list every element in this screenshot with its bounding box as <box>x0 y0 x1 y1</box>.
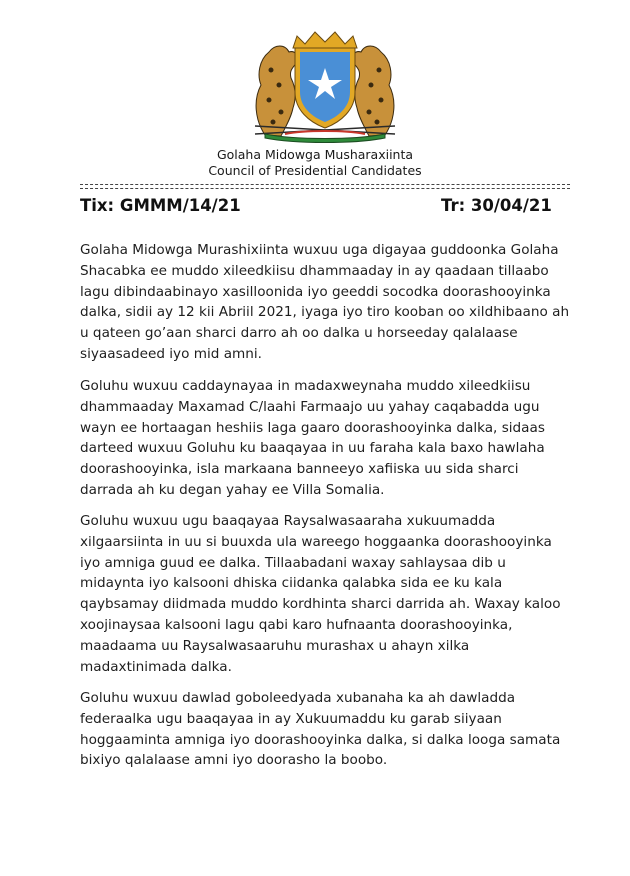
reference-number: Tix: GMMM/14/21 <box>80 196 241 215</box>
reference-date: Tr: 30/04/21 <box>441 196 552 215</box>
org-name-english: Council of Presidential Candidates <box>208 163 422 178</box>
divider-line <box>80 184 570 185</box>
divider-line <box>80 188 570 189</box>
shield <box>295 48 355 128</box>
paragraph-2: Goluhu wuxuu caddaynayaa in madaxweynaha muddo xileedkiisu dhammaaday Maxamad C/laahi Farmaajo uu yahay caqabadda ugu wayn ee hortaagan heshiis laga gaaro doorashooyinka dalka, sidaas darteed wuxuu Goluhu ku baaqayaa in uu faraha kala baxo hawlaha doorashooyinka, isla markaana banneeyo xafiiska uu sida sharci darrada ah ku degan yahay ee Villa Somalia. <box>80 378 545 498</box>
paragraph-4: Goluhu wuxuu dawlad goboleedyada xubanaha ka ah dawladda federaalka ugu baaqayaa in ay Xukuumaddu ku garab siiyaan hoggaaminta amniga iyo doorashooyinka dalka, si dalka looga samata bixiyo qalalaase amni iyo doorasho la boobo. <box>80 690 561 769</box>
somalia-coat-of-arms-icon <box>225 30 425 145</box>
paragraph-3: Goluhu wuxuu ugu baaqayaa Raysalwasaaraha xukuumadda xilgaarsiinta in uu si buuxda ula wareego hoggaanka doorashooyinka iyo amniga guud ee dalka. Tillaabadani waxay sahlaysaa dib u midaynta iyo kalsooni dhiska ciidanka qalabka sida ee ku kala qaybsamay diidmada muddo kordhinta sharci darrida ah. Waxay kaloo xoojinaysaa kalsooni lagu qabi karo hufnaanta doorashooyinka, maadaama uu Raysalwasaaruhu murashax u ahayn xilka madaxtinimada dalka. <box>80 513 561 675</box>
crown <box>293 32 357 48</box>
org-name-somali: Golaha Midowga Musharaxiinta <box>216 147 414 162</box>
right-leopard <box>352 46 393 136</box>
paragraph-1: Golaha Midowga Murashixiinta wuxuu uga digayaa guddoonka Golaha Shacabka ee muddo xileedkiisu dhammaaday in ay qaadaan tillaabo lagu dibindaabinayo xasilloonida iyo geeddi socodka doorashooyinka dalka, sidii ay 12 kii Abriil 2021, iyaga iyo tiro kooban oo xildhibaano ah u qateen go’aan sharci darro ah oo dalka u horseeday qalalaase siyaasadeed iyo mid amni. <box>80 242 570 362</box>
banner <box>265 134 385 143</box>
left-leopard <box>256 46 297 136</box>
